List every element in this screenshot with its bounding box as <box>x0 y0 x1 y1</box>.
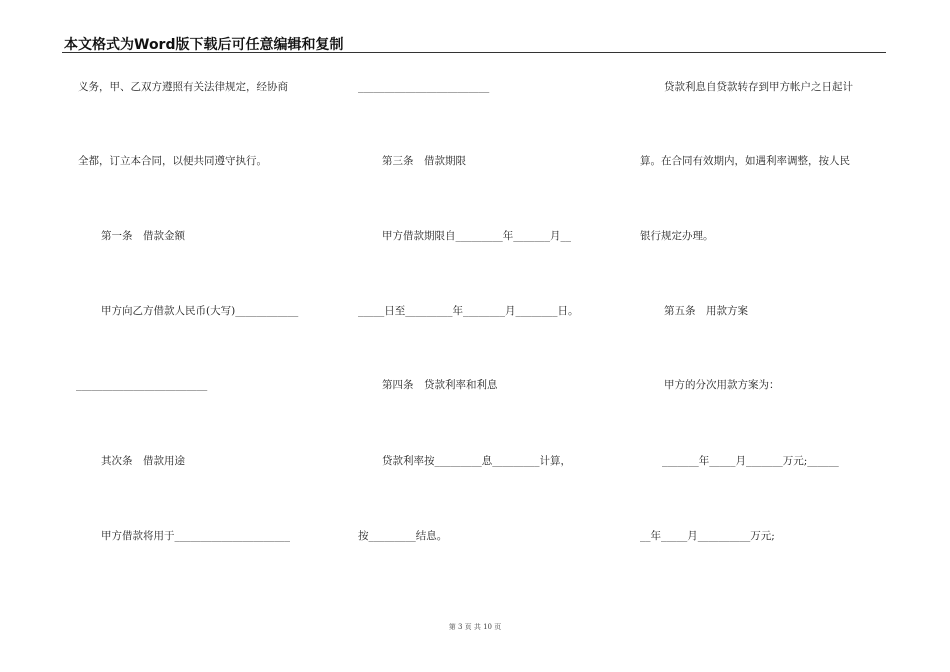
blank-line: _________________________ <box>76 379 208 391</box>
text-line: 甲方向乙方借款人民币(大写)____________ <box>101 305 299 317</box>
text-line: _____日至_________年________月________日。 <box>358 305 579 317</box>
text-line: 全都，订立本合同，以便共同遵守执行。 <box>78 155 267 167</box>
section-heading: 第三条 借款期限 <box>382 155 466 167</box>
page-footer: 第 3 页 共 10 页 <box>448 623 502 631</box>
section-heading: 其次条 借款用途 <box>101 455 185 467</box>
header-title: 本文格式为Word版下载后可任意编辑和复制 <box>64 37 344 53</box>
text-line: 贷款利息自贷款转存到甲方帐户之日起计 <box>664 81 853 93</box>
text-line: _______年_____月_______万元;______ <box>662 455 839 467</box>
text-line: 贷款利率按_________息_________计算， <box>382 455 571 467</box>
blank-line: _________________________ <box>358 81 490 93</box>
text-line: 按_________结息。 <box>358 530 448 542</box>
section-heading: 第四条 贷款利率和利息 <box>382 379 498 391</box>
text-line: 算。在合同有效期内，如遇利率调整，按人民 <box>640 155 850 167</box>
header-rule <box>62 52 886 53</box>
text-line: __年_____月__________万元; <box>640 530 775 542</box>
text-line: 甲方的分次用款方案为： <box>664 379 780 391</box>
text-line: 甲方借款期限自_________年_______月__ <box>382 230 571 242</box>
section-heading: 第一条 借款金额 <box>101 230 185 242</box>
section-heading: 第五条 用款方案 <box>664 305 748 317</box>
text-line: 义务，甲、乙双方遵照有关法律规定，经协商 <box>78 81 288 93</box>
text-line: 甲方借款将用于______________________ <box>101 530 290 542</box>
text-line: 银行规定办理。 <box>640 230 714 242</box>
